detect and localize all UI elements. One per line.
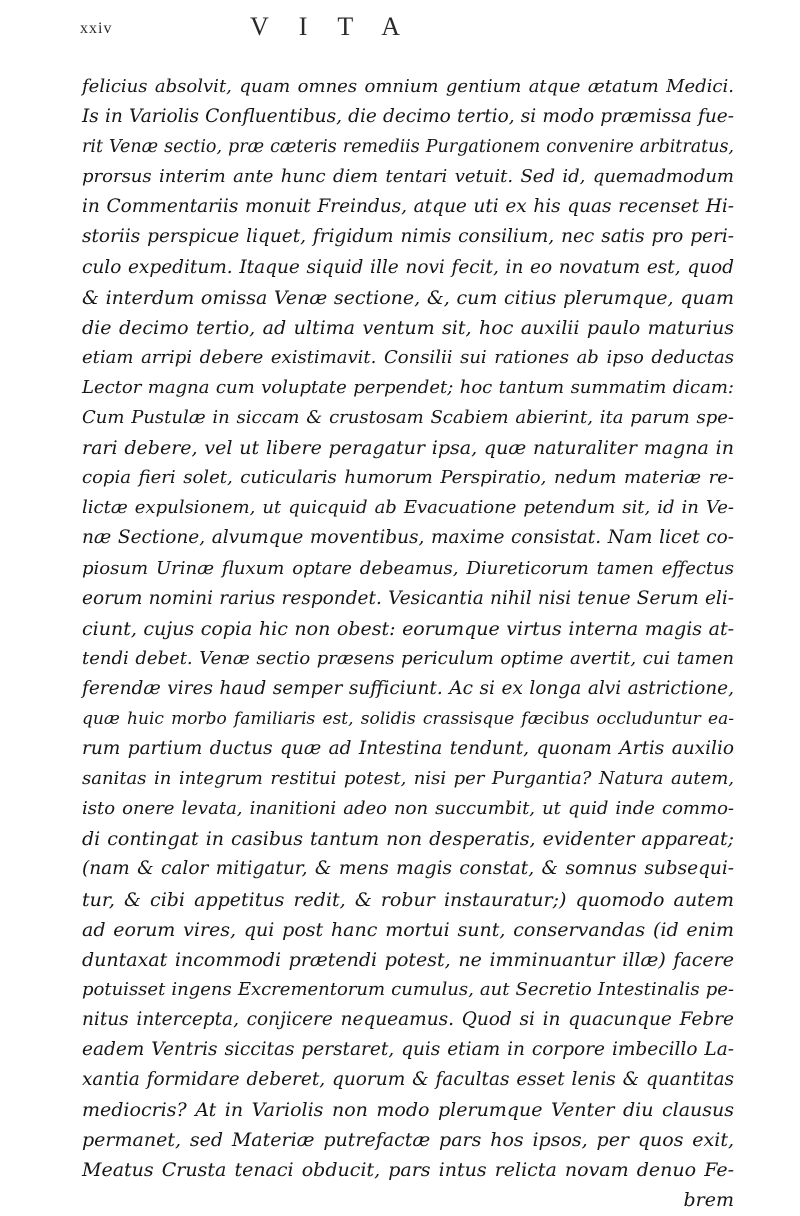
text-line: (nam & calor mitigatur, & mens magis constat, & somnus subsequi- — [82, 858, 734, 880]
text-line: felicius absolvit, quam omnes omnium gentium atque ætatum Medici. — [82, 76, 734, 97]
body-text — [82, 72, 734, 1216]
text-line: tur, & cibi appetitus redit, & robur instauratur;) quomodo autem — [82, 888, 734, 911]
text-line: copia fieri solet, cuticularis humorum Perspiratio, nedum materiæ re- — [82, 467, 734, 489]
text-line: ferendæ vires haud semper sufficiunt. Ac si ex longa alvi astrictione, — [82, 677, 734, 699]
text-line: Cum Pustulæ in siccam & crustosam Scabiem abierint, ita parum spe- — [82, 407, 734, 429]
running-title: VITA — [250, 12, 431, 41]
text-line: sanitas in integrum restitui potest, nisi per Purgantia? Natura autem, — [82, 768, 734, 790]
text-line: prorsus interim ante hunc diem tentari vetuit. Sed id, quemadmodum — [82, 166, 734, 188]
text-line: etiam arripi debere existimavit. Consilii sui rationes ab ipso deductas — [82, 346, 734, 368]
text-line: rum partium ductus quæ ad Intestina tendunt, quonam Artis auxilio — [82, 738, 734, 760]
text-line: duntaxat incommodi prætendi potest, ne imminuantur illæ) facere — [82, 948, 734, 971]
text-line: di contingat in casibus tantum non desperatis, evidenter appareat; — [82, 828, 734, 851]
text-line: ad eorum vires, qui post hanc mortui sunt, conservandas (id enim — [82, 918, 734, 941]
text-line: & interdum omissa Venæ sectione, &, cum citius plerumque, quam — [82, 286, 734, 309]
text-line: Lector magna cum voluptate perpendet; hoc tantum summatim dicam: — [82, 376, 734, 398]
text-line: Meatus Crusta tenaci obducit, pars intus relicta novam denuo Fe- — [82, 1159, 734, 1182]
text-line: storiis perspicue liquet, frigidum nimis consilium, nec satis pro peri- — [82, 226, 734, 248]
text-line: næ Sectione, alvumque moventibus, maxime consistat. Nam licet co- — [82, 527, 734, 549]
text-line: mediocris? At in Variolis non modo plerumque Venter diu clausus — [82, 1099, 734, 1122]
catchword: brem — [683, 1189, 734, 1212]
text-line: lictæ expulsionem, ut quicquid ab Evacuatione petendum sit, id in Ve- — [82, 497, 734, 519]
text-line: die decimo tertio, ad ultima ventum sit, hoc auxilii paulo maturius — [82, 316, 734, 339]
text-line: potuisset ingens Excrementorum cumulus, aut Secretio Intestinalis pe- — [82, 978, 734, 1000]
text-line: xantia formidare deberet, quorum & facultas esset lenis & quantitas — [82, 1069, 734, 1091]
text-line: Is in Variolis Confluentibus, die decimo tertio, si modo præmissa fue- — [82, 106, 734, 128]
page-number: xxiv — [80, 20, 113, 37]
text-line: permanet, sed Materiæ putrefactæ pars hos ipsos, per quos exit, — [82, 1129, 734, 1152]
text-line: eadem Ventris siccitas perstaret, quis etiam in corpore imbecillo La- — [82, 1039, 734, 1060]
text-line: tendi debet. Venæ sectio præsens periculum optime avertit, cui tamen — [82, 647, 734, 669]
running-head — [80, 8, 700, 48]
text-line: nitus intercepta, conjicere nequeamus. Quod si in quacunque Febre — [82, 1008, 734, 1030]
text-line: ciunt, cujus copia hic non obest: eorumque virtus interna magis at- — [82, 617, 734, 640]
text-line: isto onere levata, inanitioni adeo non succumbit, ut quid inde commo- — [82, 798, 734, 820]
text-line: in Commentariis monuit Freindus, atque uti ex his quas recenset Hi- — [82, 196, 734, 218]
text-line: eorum nomini rarius respondet. Vesicantia nihil nisi tenue Serum eli- — [82, 587, 734, 609]
text-line: rari debere, vel ut libere peragatur ipsa, quæ naturaliter magna in — [82, 437, 734, 460]
text-line: rit Venæ sectio, præ cæteris remediis Purgationem convenire arbitratus, — [82, 137, 734, 158]
text-line: quæ huic morbo familiaris est, solidis crassisque fæcibus occluduntur ea- — [82, 708, 734, 729]
text-line: culo expeditum. Itaque siquid ille novi fecit, in eo novatum est, quod — [82, 256, 734, 278]
text-line: piosum Urinæ fluxum optare debeamus, Diureticorum tamen effectus — [82, 557, 734, 579]
